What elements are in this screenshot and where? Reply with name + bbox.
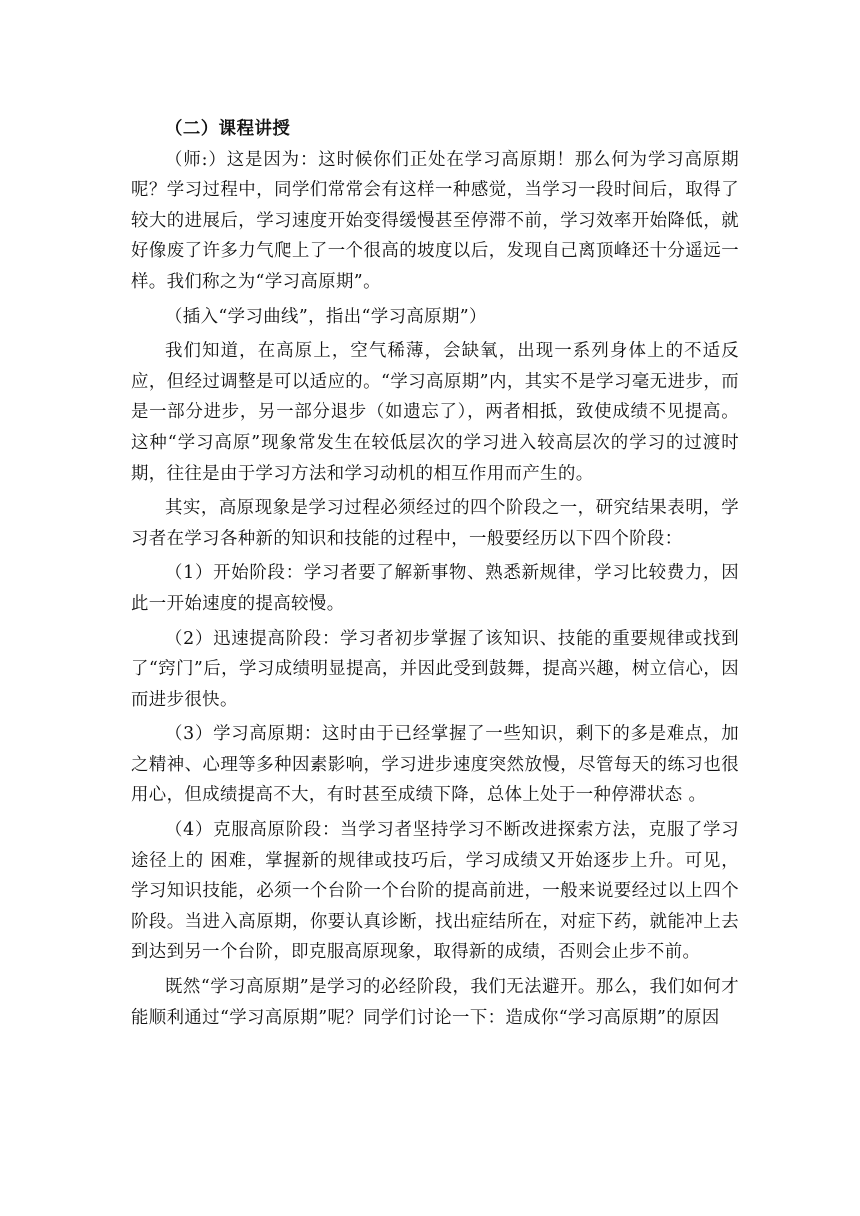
paragraph-plateau-definition: （师:）这是因为：这时候你们正处在学习高原期！那么何为学习高原期呢？学习过程中，同学们常常会有这样一种感觉，当学习一段时间后，取得了较大的进展后，学习速度开始变得缓慢甚至停滞不前，学习效率开始降低，就好像废了许多力气爬上了一个很高的坡度以后，发现自己离顶峰还十分遥远一样。我们称之为“学习高原期”。 [131, 149, 739, 292]
document-body [131, 114, 739, 1037]
paragraph-insert-curve-note: （插入“学习曲线”，指出“学习高原期”） [165, 306, 487, 327]
paragraph-highland-analogy: 我们知道，在高原上，空气稀薄，会缺氧，出现一系列身体上的不适反应，但经过调整是可以适应的。“学习高原期”内，其实不是学习毫无进步，而是一部分进步，另一部分退步（如遗忘了），两者相抵，致使成绩不见提高。这种“学习高原”现象常发生在较低层次的学习进入较高层次的学习的过渡时期，往往是由于学习方法和学习动机的相互作用而产生的。 [131, 341, 739, 484]
section-heading: （二）课程讲授 [165, 119, 291, 139]
paragraph-discussion-prompt: 既然“学习高原期”是学习的必经阶段，我们无法避开。那么，我们如何才能顺利通过“学习高原期”呢？同学们讨论一下：造成你“学习高原期”的原因 [131, 977, 739, 1028]
paragraph-four-stages-intro: 其实，高原现象是学习过程必须经过的四个阶段之一，研究结果表明，学习者在学习各种新的知识和技能的过程中，一般要经历以下四个阶段： [131, 498, 739, 549]
paragraph-stage-4: （4）克服高原阶段：当学习者坚持学习不断改进探索方法，克服了学习途径上的 困难，掌握新的规律或技巧后，学习成绩又开始逐步上升。可见，学习知识技能，必须一个台阶一个台阶的提高前进，一般来说要经过以上四个阶段。当进入高原期，你要认真诊断，找出症结所在，对症下药，就能冲上去到达到另一个台阶，即克服高原现象，取得新的成绩，否则会止步不前。 [131, 820, 739, 963]
paragraph-stage-2: （2）迅速提高阶段：学习者初步掌握了该知识、技能的重要规律或找到了“窍门”后，学习成绩明显提高，并因此受到鼓舞，提高兴趣，树立信心，因而进步很快。 [131, 628, 739, 710]
paragraph-stage-3: （3）学习高原期：这时由于已经掌握了一些知识，剩下的多是难点，加之精神、心理等多种因素影响，学习进步速度突然放慢，尽管每天的练习也很用心，但成绩提高不大，有时甚至成绩下降，总体上处于一种停滞状态 。 [131, 724, 739, 806]
paragraph-stage-1: （1）开始阶段：学习者要了解新事物、熟悉新规律，学习比较费力，因此一开始速度的提高较慢。 [131, 563, 739, 614]
